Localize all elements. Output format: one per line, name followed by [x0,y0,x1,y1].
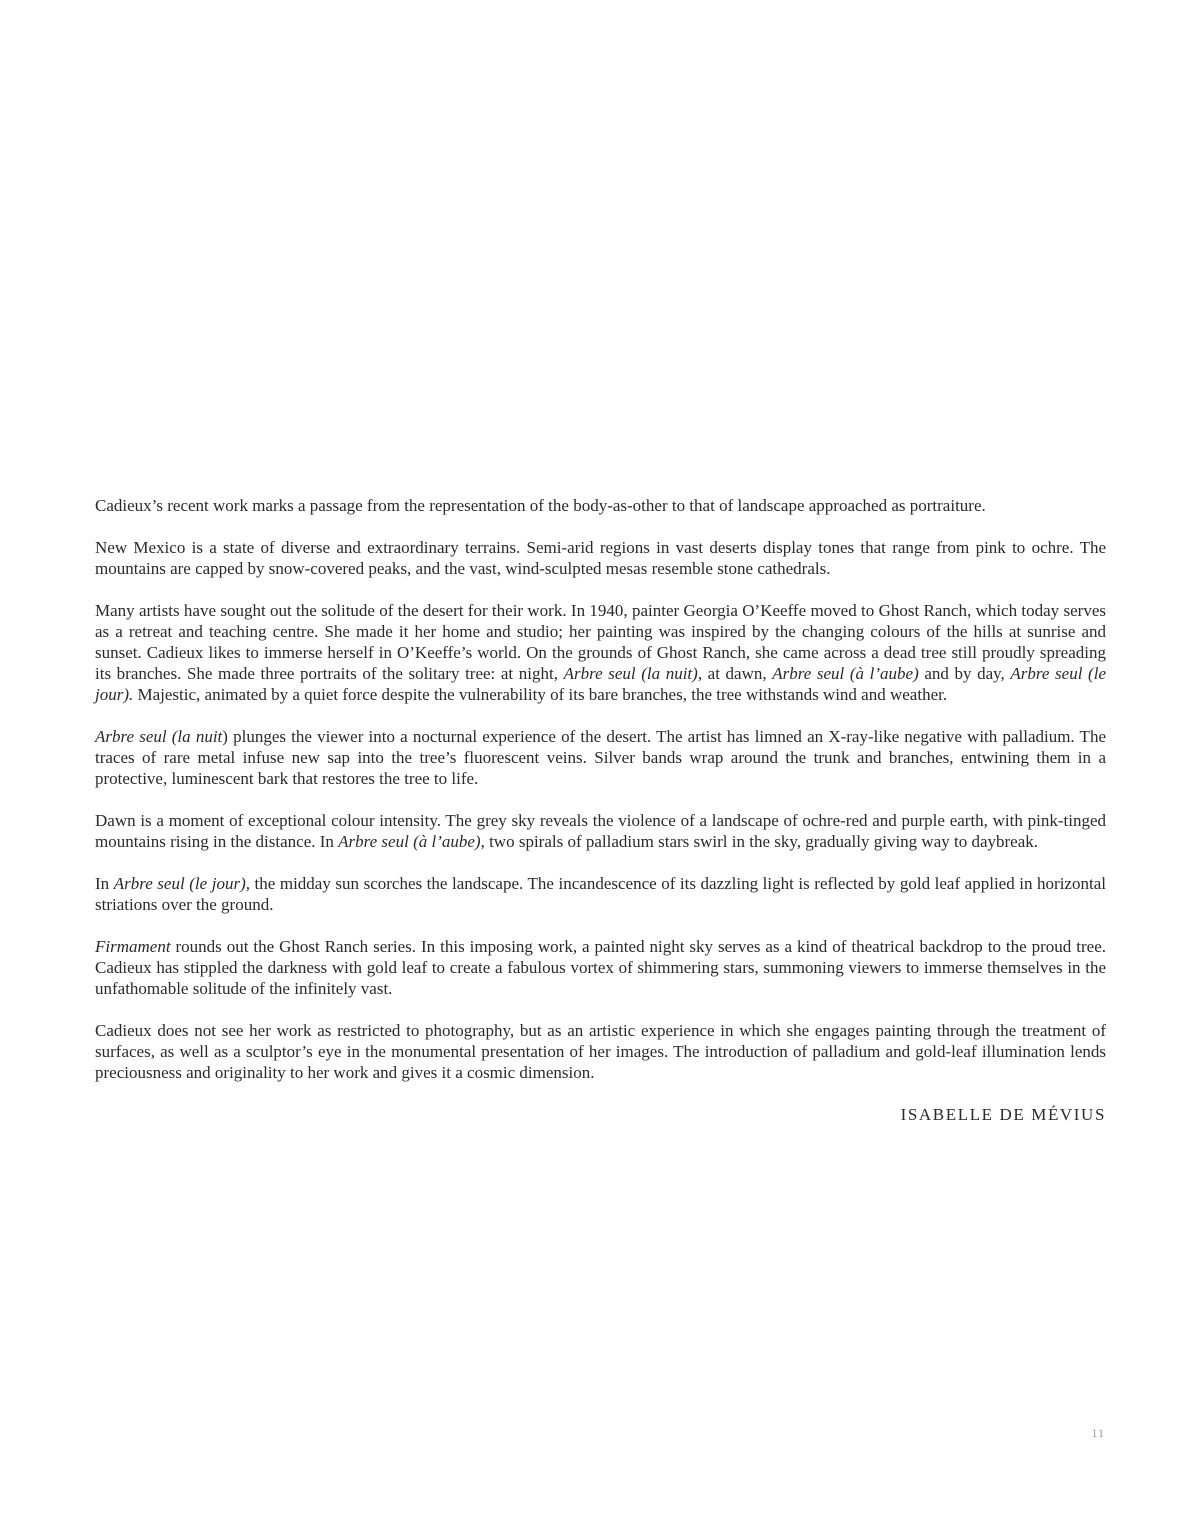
paragraph-new-mexico: New Mexico is a state of diverse and extraordinary terrains. Semi-arid regions in vast deserts display tones that range from pink to ochre. The mountains are capped by snow-covered peaks, and the vast, wind-sculpted mesas resemble stone cathedrals. [95,538,1106,578]
paragraph-night [95,726,1106,789]
artwork-title: Arbre seul (le jour), [113,874,250,893]
artwork-title: Arbre seul (à l’aube) [772,664,919,683]
paragraph-firmament [95,936,1106,999]
paragraph-text: rounds out the Ghost Ranch series. In this imposing work, a painted night sky serves as a kind of theatrical backdrop to the proud tree. Cadieux has stippled the darkness with gold leaf to create a fabulous vortex of shimmering stars, summoning viewers to immerse themselves in the unfathomable solitude of the infinitely vast. [95,937,1106,998]
paragraph-dawn [95,810,1106,852]
page-number: 11 [1091,1426,1105,1440]
paragraph-text: ) plunges the viewer into a nocturnal experience of the desert. The artist has limned an X-ray-like negative with palladium. The traces of rare metal infuse new sap into the tree’s fluorescent veins. Silver bands wrap around the trunk and branches, entwining them in a protective, luminescent bark that restores the tree to life. [95,727,1106,788]
paragraph-text: Many artists have sought out the solitude of the desert for their work. In 1940, painter Georgia O’Keeffe moved to Ghost Ranch, which today serves as a retreat and teaching centre. She made it her home and studio; her painting was inspired by the changing colours of the hills at sunrise and sunset. Cadieux likes to immerse herself in O’Keeffe’s world. On the grounds of Ghost Ranch, she came across a dead tree still proudly spreading its branches. She made three portraits of the solitary tree: at night, [95,601,1106,683]
paragraph-ghost-ranch [95,600,1106,705]
paragraph-text: the midday sun scorches the landscape. The incandescence of its dazzling light is reflected by gold leaf applied in horizontal striations over the ground. [95,874,1106,914]
paragraph-conclusion: Cadieux does not see her work as restricted to photography, but as an artistic experience in which she engages painting through the treatment of surfaces, as well as a sculptor’s eye in the monumental presentation of her images. The introduction of palladium and gold-leaf illumination lends preciousness and originality to her work and gives it a cosmic dimension. [95,1021,1106,1082]
essay-body [95,495,1106,1125]
paragraph-text: Dawn is a moment of exceptional colour intensity. The grey sky reveals the violence of a landscape of ochre-red and purple earth, with pink-tinged mountains rising in the distance. In [95,811,1106,851]
author-signature: ISABELLE DE MÉVIUS [900,1105,1106,1124]
artwork-title: Arbre seul (la nuit [95,727,223,746]
artwork-title: Arbre seul (à l’aube) [338,832,481,851]
artwork-title: Firmament [95,937,171,956]
paragraph-intro: Cadieux’s recent work marks a passage from the representation of the body-as-other to that of landscape approached as portraiture. [95,496,986,515]
paragraph-text: Majestic, animated by a quiet force despite the vulnerability of its bare branches, the tree withstands wind and weather. [133,685,948,704]
paragraph-text: , two spirals of palladium stars swirl in the sky, gradually giving way to daybreak. [480,832,1039,851]
artwork-title: Arbre seul (la nuit) [563,664,698,683]
paragraph-text: , at dawn, [697,664,773,683]
paragraph-day [95,873,1106,915]
paragraph-text: In [95,874,114,893]
paragraph-text: and by day, [918,664,1011,683]
artwork-title: Arbre seul (le jour). [95,664,1106,704]
